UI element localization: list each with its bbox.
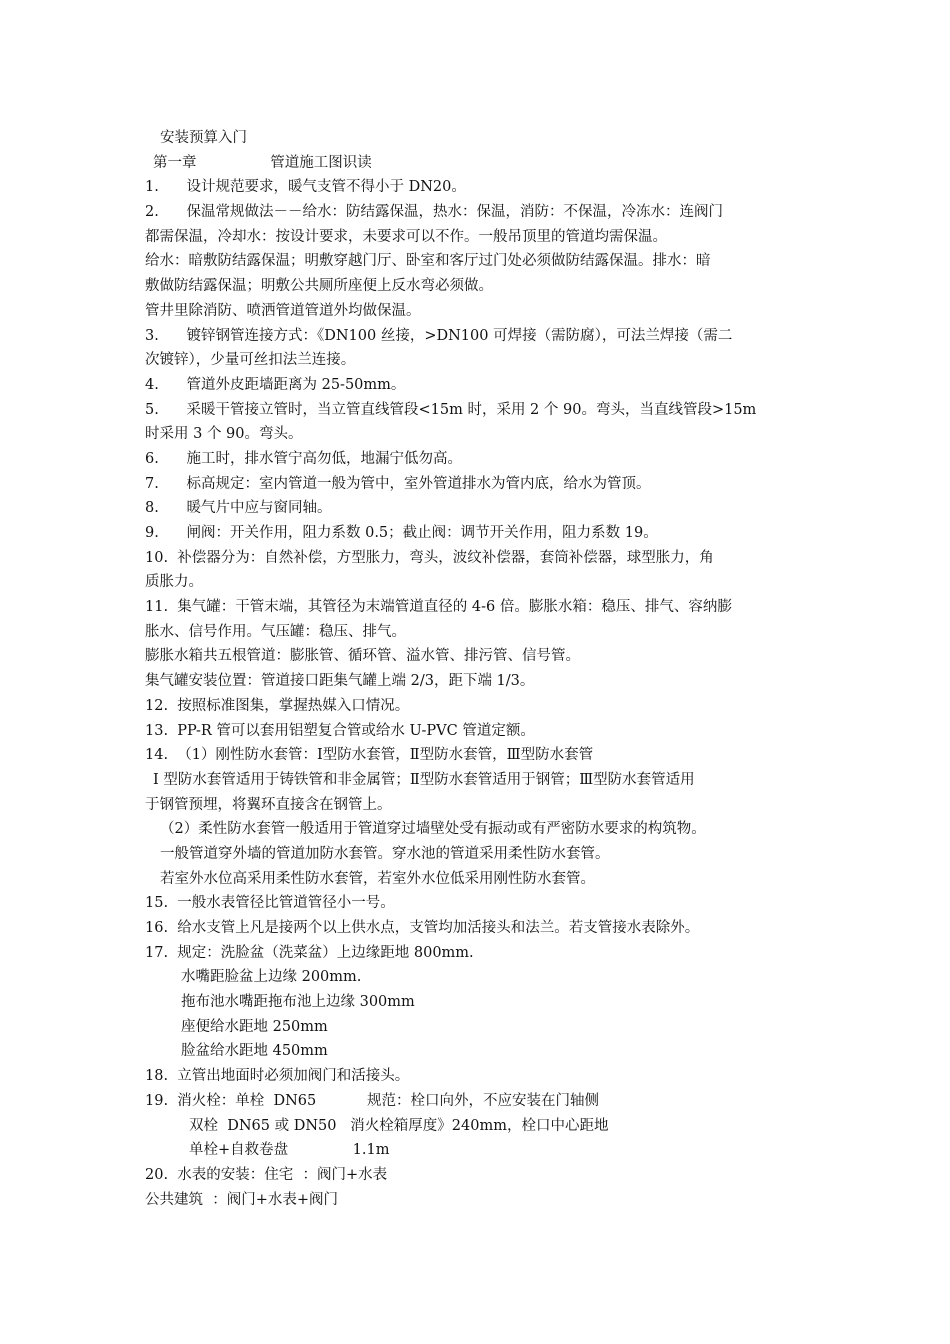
document-title: 安装预算入门: [160, 130, 247, 146]
text-line: 3. 镀锌钢管连接方式：《DN100 丝接，>DN100 可焊接（需防腐），可法兰焊接（需二: [145, 327, 733, 344]
text-line: Ⅰ 型防水套管适用于铸铁管和非金属管；Ⅱ型防水套管适用于钢管；Ⅲ型防水套管适用: [153, 771, 695, 788]
text-line: 脸盆给水距地 450mm: [181, 1043, 328, 1060]
text-line: 4. 管道外皮距墙距离为 25-50mm。: [145, 376, 406, 393]
text-line: 6. 施工时，排水管宁高勿低，地漏宁低勿高。: [145, 450, 462, 467]
text-line: 5. 采暖干管接立管时，当立管直线管段<15m 时，采用 2 个 90。弯头，当直线管段>15m: [145, 401, 757, 418]
text-line: 13. PP-R 管可以套用铝塑复合管或给水 U-PVC 管道定额。: [145, 722, 535, 739]
text-line: 时采用 3 个 90。弯头。: [145, 426, 303, 443]
text-line: 9. 闸阀：开关作用，阻力系数 0.5；截止阀：调节开关作用，阻力系数 19。: [145, 525, 658, 541]
text-line: 膨胀水箱共五根管道：膨胀管、循环管、溢水管、排污管、信号管。: [145, 648, 580, 665]
text-line: 公共建筑 ：阀门+水表+阀门: [145, 1191, 339, 1208]
text-line: 2. 保温常规做法－－给水：防结露保温，热水：保温，消防：不保温，冷冻水：连阀门: [145, 204, 723, 221]
text-line: 座便给水距地 250mm: [181, 1018, 328, 1035]
text-line: 水嘴距脸盆上边缘 200mm.: [181, 969, 362, 986]
chapter-heading: 第一章 管道施工图识读: [153, 154, 372, 171]
text-line: （2）柔性防水套管一般适用于管道穿过墙壁处受有振动或有严密防水要求的构筑物。: [160, 821, 706, 838]
text-line: 8. 暖气片中应与窗同轴。: [145, 500, 332, 517]
text-line: 7. 标高规定：室内管道一般为管中，室外管道排水为管内底，给水为管顶。: [145, 475, 651, 492]
text-line: 14. （1）刚性防水套管：Ⅰ型防水套管，Ⅱ型防水套管，Ⅲ型防水套管: [145, 747, 594, 764]
text-line: 12. 按照标准图集，掌握热媒入口情况。: [145, 697, 410, 714]
text-line: 管井里除消防、喷洒管道管道外均做保温。: [145, 302, 421, 319]
text-lines: [145, 175, 810, 1212]
text-line: 给水：暗敷防结露保温；明敷穿越门厅、卧室和客厅过门处必须做防结露保温。排水：暗: [145, 253, 711, 270]
text-line: 质胀力。: [145, 574, 203, 591]
text-line: 16. 给水支管上凡是接两个以上供水点，支管均加活接头和法兰。若支管接水表除外。: [145, 920, 700, 936]
text-line: 11. 集气罐：干管末端，其管径为末端管道直径的 4-6 倍。膨胀水箱：稳压、排气、容纳膨: [145, 599, 732, 616]
text-line: 单栓+自救卷盘 1.1m: [189, 1142, 390, 1159]
document-body: [145, 126, 810, 1212]
text-line: 若室外水位高采用柔性防水套管，若室外水位低采用刚性防水套管。: [160, 870, 595, 887]
text-line: 20. 水表的安装：住宅 ：阀门+水表: [145, 1166, 388, 1183]
text-line: 拖布池水嘴距拖布池上边缘 300mm: [181, 994, 415, 1011]
text-line: 1. 设计规范要求，暖气支管不得小于 DN20。: [145, 179, 466, 196]
text-line: 集气罐安装位置：管道接口距集气罐上端 2/3，距下端 1/3。: [145, 673, 535, 690]
text-line: 次镀锌），少量可丝扣法兰连接。: [145, 352, 356, 369]
text-line: 17. 规定：洗脸盆（洗菜盆）上边缘距地 800mm.: [145, 944, 474, 961]
text-line: 双栓 DN65 或 DN50 消火栓箱厚度》240mm，栓口中心距地: [189, 1117, 609, 1134]
text-line: 敷做防结露保温；明敷公共厕所座便上反水弯必须做。: [145, 278, 493, 295]
text-line: 18. 立管出地面时必须加阀门和活接头。: [145, 1068, 410, 1085]
text-line: 10. 补偿器分为：自然补偿，方型胀力，弯头，波纹补偿器，套筒补偿器，球型胀力，角: [145, 549, 714, 566]
text-line: 都需保温，冷却水：按设计要求，未要求可以不作。一般吊顶里的管道均需保温。: [145, 228, 667, 245]
text-line: 胀水、信号作用。气压罐：稳压、排气。: [145, 623, 406, 640]
text-line: 于钢管预埋，将翼环直接含在钢管上。: [145, 796, 392, 813]
text-line: 19. 消火栓：单栓 DN65 规范：栓口向外，不应安装在门轴侧: [145, 1092, 599, 1109]
text-line: 一般管道穿外墙的管道加防水套管。穿水池的管道采用柔性防水套管。: [160, 845, 610, 862]
text-line: 15. 一般水表管径比管道管径小一号。: [145, 895, 395, 912]
